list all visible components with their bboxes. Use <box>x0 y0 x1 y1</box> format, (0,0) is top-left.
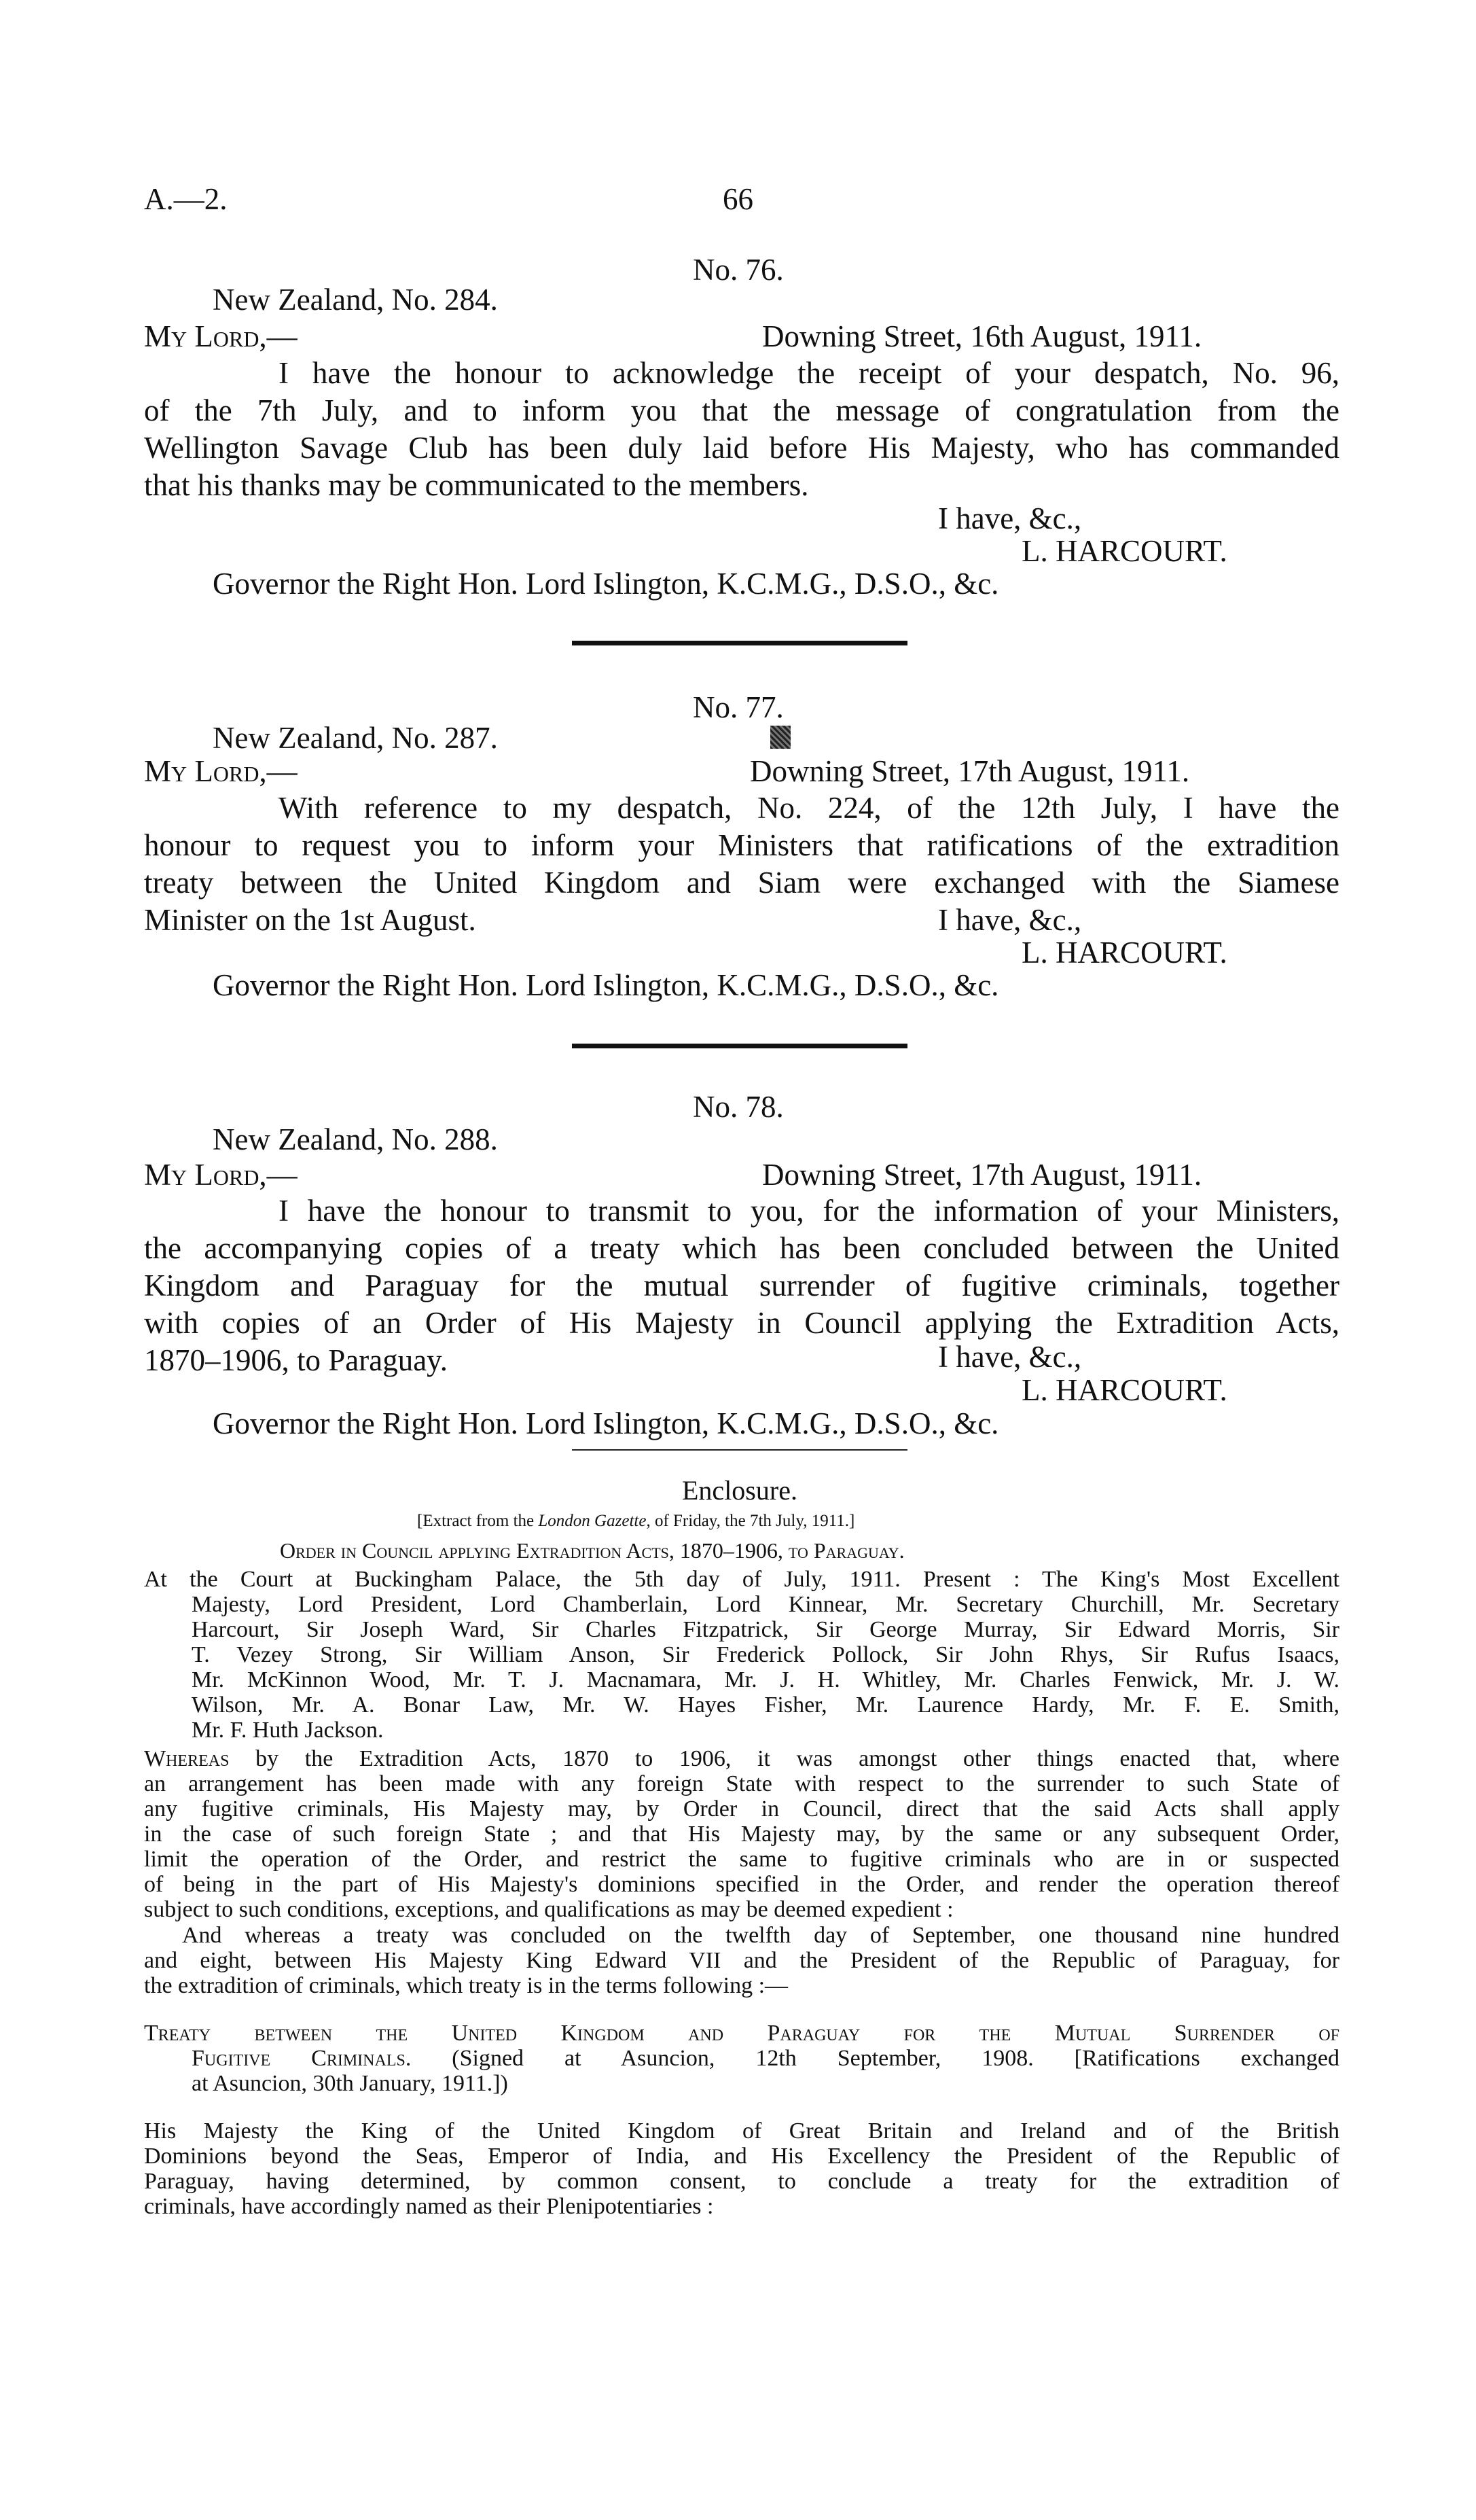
text-line: an arrangement has been made with any foreign State with respect to the surrender to such State of <box>144 1771 1339 1796</box>
body-line: that his thanks may be communicated to the members. <box>144 468 809 502</box>
address-date: Downing Street, 16th August, 1911. <box>762 319 1202 353</box>
text-line: Dominions beyond the Seas, Emperor of India, and His Excellency the President of the Republic of <box>144 2144 1339 2169</box>
letter-number: No. 76. <box>693 253 784 287</box>
text-line: His Majesty the King of the United Kingdom of Great Britain and Ireland and of the British <box>144 2118 1339 2144</box>
text-line: at Asuncion, 30th January, 1911.]) <box>192 2071 508 2096</box>
body-line: 1870–1906, to Paraguay. <box>144 1343 448 1377</box>
whereas-paragraph <box>144 1746 1339 1922</box>
whereas-lead: Whereas <box>144 1746 230 1771</box>
text-line: any fugitive criminals, His Majesty may, by Order in Council, direct that the said Acts shall apply <box>144 1796 1339 1822</box>
address-date: Downing Street, 17th August, 1911. <box>750 754 1190 788</box>
body-line: treaty between the United Kingdom and Siam were exchanged with the Siamese <box>144 866 1339 900</box>
body-line: I have the honour to acknowledge the receipt of your despatch, No. 96, <box>278 356 1339 390</box>
enclosure-title: Enclosure. <box>682 1475 797 1506</box>
body-line: Minister on the 1st August. <box>144 903 476 937</box>
addressee: Governor the Right Hon. Lord Islington, K.C.M.G., D.S.O., &c. <box>213 968 999 1002</box>
text-line: Paraguay, having determined, by common consent, to conclude a treaty for the extradition of <box>144 2169 1339 2194</box>
text-line: Fugitive Criminals. <box>192 2046 412 2071</box>
body-line: honour to request you to inform your Ministers that ratifications of the extradition <box>144 828 1339 862</box>
addressee: Governor the Right Hon. Lord Islington, K.C.M.G., D.S.O., &c. <box>213 567 999 601</box>
closing: I have, &c., <box>938 1340 1082 1374</box>
section-divider <box>572 1044 907 1048</box>
salutation: My Lord,— <box>144 319 298 353</box>
letter-body <box>144 789 1339 939</box>
nz-despatch-number: New Zealand, No. 284. <box>213 283 498 317</box>
nz-despatch-number: New Zealand, No. 287. <box>213 721 498 755</box>
body-line: Wellington Savage Club has been duly laid before His Majesty, who has commanded <box>144 431 1339 465</box>
letter-body <box>144 1192 1339 1379</box>
section-divider <box>572 1449 907 1451</box>
letter-body <box>144 355 1339 504</box>
text-line: (Signed at Asuncion, 12th September, 1908. [Ratifications exchanged <box>411 2046 1339 2071</box>
body-line: With reference to my despatch, No. 224, of the 12th July, I have the <box>278 791 1339 825</box>
text-line: Majesty, Lord President, Lord Chamberlain, Lord Kinnear, Mr. Secretary Churchill, Mr. Secretary <box>192 1592 1339 1617</box>
document-reference: A.—2. <box>144 182 228 216</box>
signature: L. HARCOURT. <box>1022 936 1227 970</box>
text-line: and eight, between His Majesty King Edward VII and the President of the Republic of Paraguay, for <box>144 1948 1339 1973</box>
extract-prefix: [Extract from the <box>417 1512 539 1530</box>
text-line: criminals, have accordingly named as their Plenipotentiaries : <box>144 2194 714 2219</box>
signature: L. HARCOURT. <box>1022 1373 1227 1407</box>
text-line: of being in the part of His Majesty's dominions specified in the Order, and render the operation thereof <box>144 1872 1339 1897</box>
stamp-mark <box>770 726 791 749</box>
address-date: Downing Street, 17th August, 1911. <box>762 1158 1202 1192</box>
salutation: My Lord,— <box>144 1158 298 1192</box>
body-line: Kingdom and Paraguay for the mutual surrender of fugitive criminals, together <box>144 1268 1339 1302</box>
body-line: I have the honour to transmit to you, for the information of your Ministers, <box>278 1194 1339 1228</box>
order-title: Order in Council applying Extradition Acts, 1870–1906, to Paraguay. <box>280 1538 905 1563</box>
extract-suffix: , of Friday, the 7th July, 1911.] <box>646 1512 855 1530</box>
and-whereas-paragraph <box>144 1923 1339 1998</box>
nz-despatch-number: New Zealand, No. 288. <box>213 1122 498 1156</box>
court-paragraph <box>144 1567 1339 1743</box>
extract-source: London Gazette <box>538 1512 647 1530</box>
text-line: Harcourt, Sir Joseph Ward, Sir Charles Fitzpatrick, Sir George Murray, Sir Edward Morris, Sir <box>192 1617 1339 1642</box>
salutation: My Lord,— <box>144 754 298 788</box>
closing: I have, &c., <box>938 501 1082 535</box>
body-line: of the 7th July, and to inform you that the message of congratulation from the <box>144 393 1339 427</box>
text-line: in the case of such foreign State ; and that His Majesty may, by the same or any subsequent Order, <box>144 1822 1339 1847</box>
closing: I have, &c., <box>938 903 1082 937</box>
his-majesty-paragraph <box>144 2118 1339 2219</box>
signature: L. HARCOURT. <box>1022 534 1227 568</box>
text-line: And whereas a treaty was concluded on the twelfth day of September, one thousand nine hundred <box>182 1923 1339 1948</box>
body-line: the accompanying copies of a treaty which has been concluded between the United <box>144 1231 1339 1265</box>
body-line: with copies of an Order of His Majesty in Council applying the Extradition Acts, <box>144 1306 1339 1340</box>
treaty-heading <box>144 2021 1339 2096</box>
text-line: by the Extradition Acts, 1870 to 1906, it was amongst other things enacted that, where <box>229 1746 1339 1771</box>
text-line: Wilson, Mr. A. Bonar Law, Mr. W. Hayes Fisher, Mr. Laurence Hardy, Mr. F. E. Smith, <box>192 1692 1339 1718</box>
letter-number: No. 77. <box>693 690 784 724</box>
text-line: Mr. F. Huth Jackson. <box>192 1718 384 1743</box>
page-number: 66 <box>723 182 753 216</box>
text-line: Mr. McKinnon Wood, Mr. T. J. Macnamara, Mr. J. H. Whitley, Mr. Charles Fenwick, Mr. J. W. <box>192 1667 1339 1692</box>
section-divider <box>572 641 907 645</box>
text-line: Treaty between the United Kingdom and Paraguay for the Mutual Surrender of <box>144 2021 1339 2046</box>
letter-number: No. 78. <box>693 1090 784 1124</box>
text-line: limit the operation of the Order, and restrict the same to fugitive criminals who are in or suspected <box>144 1847 1339 1872</box>
text-line: T. Vezey Strong, Sir William Anson, Sir Frederick Pollock, Sir John Rhys, Sir Rufus Isaacs, <box>192 1642 1339 1667</box>
addressee: Governor the Right Hon. Lord Islington, K.C.M.G., D.S.O., &c. <box>213 1406 999 1440</box>
text-line: subject to such conditions, exceptions, and qualifications as may be deemed expedient : <box>144 1897 954 1922</box>
gazette-extract-note <box>417 1511 854 1531</box>
text-line: the extradition of criminals, which treaty is in the terms following :— <box>144 1973 789 1998</box>
text-line: At the Court at Buckingham Palace, the 5th day of July, 1911. Present : The King's Most Excellent <box>144 1567 1339 1592</box>
